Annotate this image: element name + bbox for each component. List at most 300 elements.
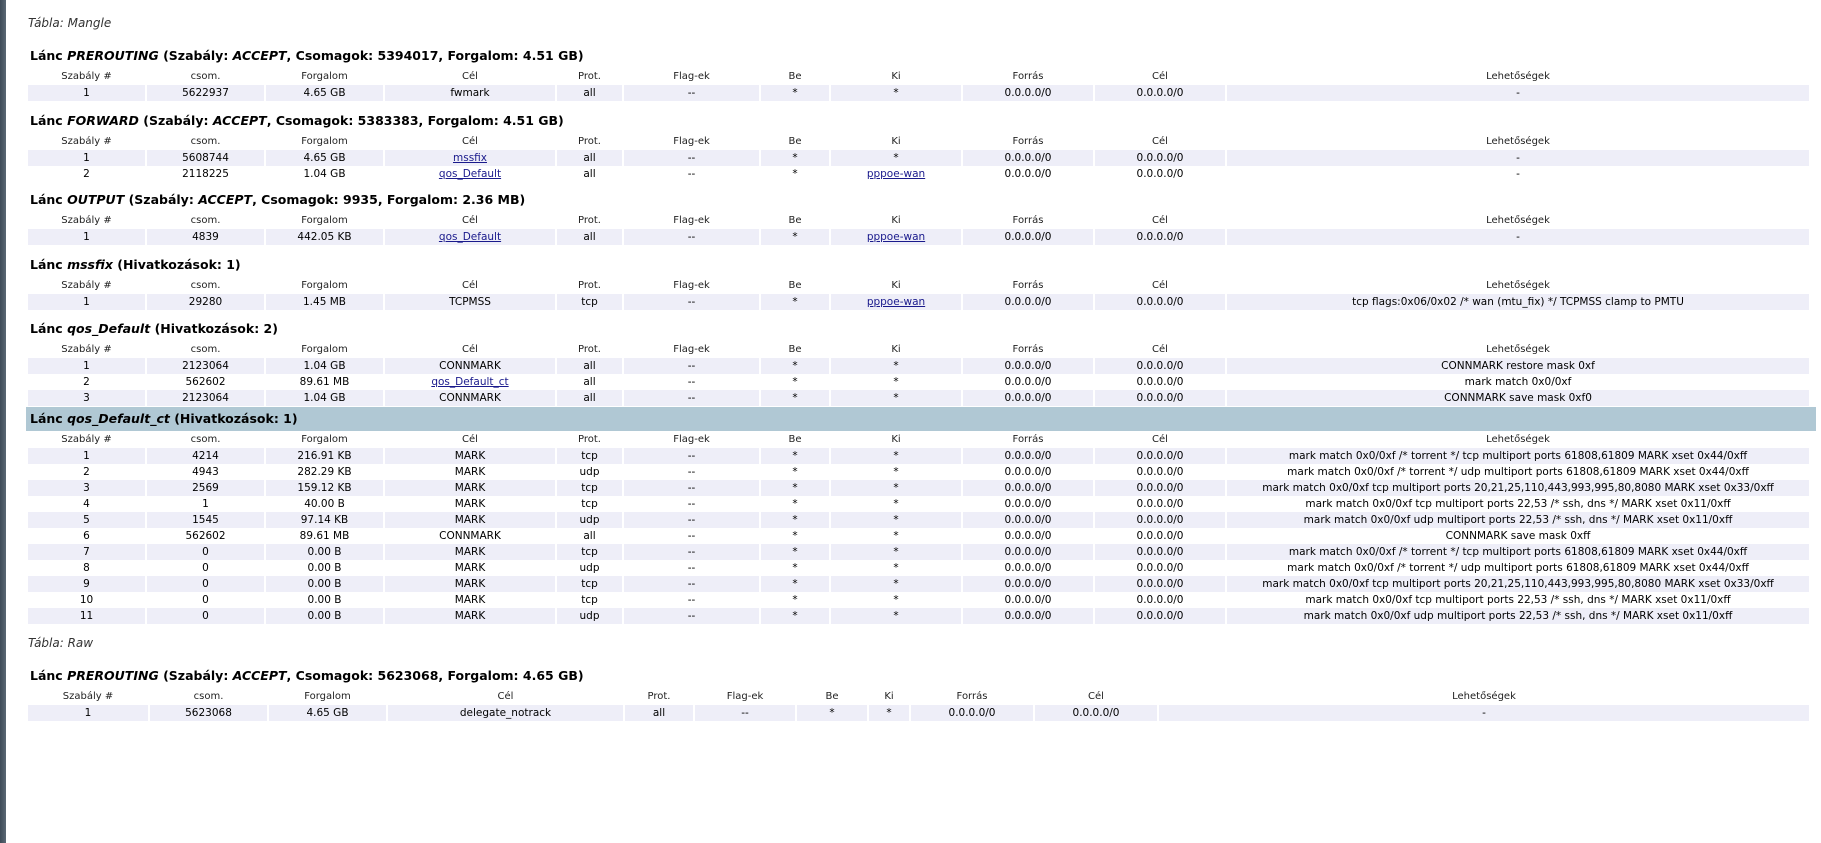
table-row: [28, 464, 1809, 480]
column-header: Be: [788, 280, 802, 291]
cell-dst: 0.0.0.0/0: [1095, 480, 1225, 496]
column-header: Prot.: [578, 136, 601, 147]
header-row: [28, 431, 1809, 448]
cell-dst: 0.0.0.0/0: [1095, 560, 1225, 576]
table-row: [28, 294, 1809, 310]
cell-out: *: [831, 528, 961, 544]
cell-n: 6: [28, 528, 145, 544]
cell-opts: mark match 0x0/0xf udp multiport ports 22,53 /* ssh, dns */ MARK xset 0x11/0xff: [1227, 512, 1809, 528]
column-header: Forgalom: [301, 136, 348, 147]
column-header: Be: [788, 136, 802, 147]
table-row: [28, 390, 1809, 406]
cell-bytes: 89.61 MB: [266, 374, 383, 390]
cell-opts: CONNMARK save mask 0xf0: [1227, 390, 1809, 406]
cell-src: 0.0.0.0/0: [963, 294, 1093, 310]
column-header: Be: [788, 434, 802, 445]
column-header: Cél: [462, 434, 478, 445]
cell-prot: all: [557, 166, 622, 182]
cell-bytes: 4.65 GB: [266, 150, 383, 166]
rules-table: [26, 431, 1811, 624]
cell-n: 8: [28, 560, 145, 576]
cell-pkts: 0: [147, 544, 264, 560]
cell-opts: -: [1227, 85, 1809, 101]
column-header: Szabály #: [62, 691, 114, 702]
column-header: Ki: [891, 344, 901, 355]
cell-n: 3: [28, 390, 145, 406]
column-header: Forrás: [1012, 280, 1044, 291]
cell-opts: mark match 0x0/0xf tcp multiport ports 22,53 /* ssh, dns */ MARK xset 0x11/0xff: [1227, 592, 1809, 608]
cell-target: MARK: [385, 576, 555, 592]
cell-bytes: 1.04 GB: [266, 166, 383, 182]
chain-title-prefix: Lánc: [30, 48, 63, 63]
cell-prot: all: [557, 374, 622, 390]
chain-info: (Hivatkozások: 2): [154, 321, 278, 336]
column-header: Prot.: [578, 71, 601, 82]
cell-target: CONNMARK: [385, 390, 555, 406]
cell-dst: 0.0.0.0/0: [1095, 464, 1225, 480]
cell-dst: 0.0.0.0/0: [1095, 592, 1225, 608]
chain-info-rest: , Csomagok: 5394017, Forgalom: 4.51 GB): [286, 48, 584, 63]
cell-dst: 0.0.0.0/0: [1095, 448, 1225, 464]
cell-dst: 0.0.0.0/0: [1095, 358, 1225, 374]
cell-in: *: [761, 464, 829, 480]
cell-opts: mark match 0x0/0xf /* torrent */ udp multiport ports 61808,61809 MARK xset 0x44/0xff: [1227, 464, 1809, 480]
cell-target: [385, 374, 555, 390]
cell-dst: 0.0.0.0/0: [1095, 85, 1225, 101]
cell-target: MARK: [385, 464, 555, 480]
cell-prot: udp: [557, 512, 622, 528]
cell-pkts: 0: [147, 576, 264, 592]
cell-src: 0.0.0.0/0: [963, 85, 1093, 101]
rules-table: [26, 341, 1811, 406]
cell-dst: 0.0.0.0/0: [1095, 576, 1225, 592]
column-header: Lehetőségek: [1486, 344, 1550, 355]
chain-title: [26, 188, 1816, 212]
column-header: Forrás: [1012, 71, 1044, 82]
rules-table: [26, 133, 1811, 182]
cell-bytes: 0.00 B: [266, 592, 383, 608]
cell-out: [831, 166, 961, 182]
chain-info-rest: , Csomagok: 5383383, Forgalom: 4.51 GB): [266, 113, 564, 128]
cell-n: 1: [28, 358, 145, 374]
chain-name: FORWARD: [67, 113, 139, 128]
cell-opts: -: [1227, 166, 1809, 182]
cell-src: 0.0.0.0/0: [963, 592, 1093, 608]
cell-out: *: [831, 374, 961, 390]
cell-in: *: [761, 512, 829, 528]
chain-title-prefix: Lánc: [30, 411, 63, 426]
column-header: Cél: [462, 71, 478, 82]
cell-out: *: [831, 464, 961, 480]
column-header: Flag-ek: [726, 691, 764, 702]
chain-info: (Hivatkozások: 1): [174, 411, 298, 426]
header-row: [28, 212, 1809, 229]
cell-src: 0.0.0.0/0: [963, 374, 1093, 390]
cell-bytes: 1.04 GB: [266, 358, 383, 374]
cell-in: *: [761, 150, 829, 166]
table-row: [28, 358, 1809, 374]
table-title: Tábla: Raw: [28, 636, 94, 650]
cell-in: *: [761, 544, 829, 560]
chain-policy: ACCEPT: [212, 113, 267, 128]
column-header: Forrás: [1012, 136, 1044, 147]
column-header: Ki: [891, 71, 901, 82]
cell-bytes: 1.45 MB: [266, 294, 383, 310]
chain-title-prefix: Lánc: [30, 192, 63, 207]
cell-dst: 0.0.0.0/0: [1095, 229, 1225, 245]
cell-pkts: 29280: [147, 294, 264, 310]
cell-n: 1: [28, 85, 145, 101]
column-header: Flag-ek: [673, 344, 710, 355]
column-header: Cél: [462, 280, 478, 291]
cell-in: *: [761, 166, 829, 182]
cell-target: MARK: [385, 512, 555, 528]
cell-src: 0.0.0.0/0: [963, 512, 1093, 528]
cell-src: 0.0.0.0/0: [963, 480, 1093, 496]
cell-dst: 0.0.0.0/0: [1095, 528, 1225, 544]
cell-bytes: 4.65 GB: [266, 85, 383, 101]
cell-bytes: 97.14 KB: [266, 512, 383, 528]
rules-table: [26, 68, 1811, 101]
chain-section: [26, 407, 1816, 624]
cell-flags: --: [624, 496, 759, 512]
chain-title: [26, 44, 1816, 68]
chain-name: PREROUTING: [67, 668, 159, 683]
column-header: Forgalom: [301, 344, 348, 355]
cell-out: *: [831, 496, 961, 512]
chain-section: [26, 44, 1816, 101]
cell-out: *: [831, 608, 961, 624]
table-row: [28, 705, 1809, 721]
cell-bytes: 159.12 KB: [266, 480, 383, 496]
cell-opts: mark match 0x0/0xf /* torrent */ tcp multiport ports 61808,61809 MARK xset 0x44/0xff: [1227, 448, 1809, 464]
cell-pkts: 5608744: [147, 150, 264, 166]
cell-target: MARK: [385, 544, 555, 560]
cell-n: 1: [28, 448, 145, 464]
cell-target: CONNMARK: [385, 358, 555, 374]
cell-flags: --: [624, 544, 759, 560]
cell-target: MARK: [385, 608, 555, 624]
cell-out: *: [831, 512, 961, 528]
cell-flags: --: [624, 480, 759, 496]
cell-in: *: [761, 576, 829, 592]
column-header: Szabály #: [61, 136, 112, 147]
column-header: Flag-ek: [673, 280, 710, 291]
cell-out: *: [831, 150, 961, 166]
rules-table: [26, 277, 1811, 310]
chain-title: [26, 317, 1816, 341]
cell-opts: CONNMARK save mask 0xff: [1227, 528, 1809, 544]
cell-prot: all: [557, 358, 622, 374]
interface-link[interactable]: pppoe-wan: [866, 231, 926, 243]
header-row: [28, 688, 1809, 705]
chain-section: [26, 253, 1816, 310]
column-header: Be: [825, 691, 839, 702]
column-header: Ki: [891, 280, 901, 291]
cell-pkts: 1: [147, 496, 264, 512]
chain-policy: ACCEPT: [232, 668, 287, 683]
cell-bytes: 0.00 B: [266, 544, 383, 560]
cell-in: *: [761, 480, 829, 496]
column-header: Forrás: [1012, 215, 1044, 226]
cell-pkts: 2123064: [147, 390, 264, 406]
cell-in: *: [761, 608, 829, 624]
cell-pkts: 0: [147, 560, 264, 576]
cell-flags: --: [624, 560, 759, 576]
cell-out: *: [831, 480, 961, 496]
cell-prot: tcp: [557, 576, 622, 592]
cell-flags: --: [624, 464, 759, 480]
column-header: Szabály #: [61, 215, 112, 226]
cell-in: *: [761, 528, 829, 544]
cell-out: *: [831, 592, 961, 608]
cell-flags: --: [624, 374, 759, 390]
column-header: Prot.: [578, 280, 601, 291]
cell-prot: tcp: [557, 294, 622, 310]
column-header: Cél: [1152, 344, 1168, 355]
cell-prot: all: [557, 85, 622, 101]
cell-bytes: 282.29 KB: [266, 464, 383, 480]
cell-n: 9: [28, 576, 145, 592]
cell-n: 4: [28, 496, 145, 512]
chain-info-rest: , Csomagok: 9935, Forgalom: 2.36 MB): [252, 192, 526, 207]
cell-flags: --: [624, 592, 759, 608]
cell-out: *: [831, 390, 961, 406]
chain-name: PREROUTING: [67, 48, 159, 63]
cell-pkts: 5622937: [147, 85, 264, 101]
column-header: Prot.: [578, 215, 601, 226]
column-header: Cél: [497, 691, 514, 702]
cell-flags: --: [624, 576, 759, 592]
column-header: Ki: [884, 691, 894, 702]
column-header: csom.: [193, 691, 224, 702]
table-row: [28, 512, 1809, 528]
cell-dst: 0.0.0.0/0: [1095, 390, 1225, 406]
cell-target: delegate_notrack: [388, 705, 623, 721]
column-header: Ki: [891, 136, 901, 147]
column-header: Lehetőségek: [1486, 215, 1550, 226]
column-header: Forgalom: [301, 215, 348, 226]
cell-src: 0.0.0.0/0: [963, 560, 1093, 576]
column-header: Prot.: [578, 344, 601, 355]
table-row: [28, 528, 1809, 544]
chain-info: (Hivatkozások: 1): [117, 257, 241, 272]
column-header: Szabály #: [61, 344, 112, 355]
cell-out: *: [831, 544, 961, 560]
cell-bytes: 1.04 GB: [266, 390, 383, 406]
column-header: Forgalom: [301, 434, 348, 445]
cell-n: 2: [28, 166, 145, 182]
column-header: Prot.: [647, 691, 671, 702]
column-header: Cél: [1152, 136, 1168, 147]
cell-in: *: [761, 560, 829, 576]
column-header: Cél: [462, 136, 478, 147]
cell-prot: udp: [557, 560, 622, 576]
cell-opts: -: [1159, 705, 1809, 721]
cell-opts: mark match 0x0/0xf udp multiport ports 22,53 /* ssh, dns */ MARK xset 0x11/0xff: [1227, 608, 1809, 624]
table-row: [28, 608, 1809, 624]
target-chain-link[interactable]: qos_Default: [438, 168, 502, 180]
column-header: csom.: [190, 344, 221, 355]
cell-prot: all: [625, 705, 693, 721]
cell-src: 0.0.0.0/0: [911, 705, 1033, 721]
cell-n: 10: [28, 592, 145, 608]
cell-opts: -: [1227, 150, 1809, 166]
chain-name: qos_Default: [67, 321, 151, 336]
cell-target: MARK: [385, 480, 555, 496]
rules-table: [26, 688, 1811, 721]
target-chain-link[interactable]: qos_Default_ct: [431, 376, 509, 388]
chain-section: [26, 109, 1816, 182]
chain-info: (Szabály:: [143, 113, 213, 128]
cell-target: CONNMARK: [385, 528, 555, 544]
cell-dst: 0.0.0.0/0: [1095, 512, 1225, 528]
column-header: Lehetőségek: [1452, 691, 1516, 702]
column-header: Forgalom: [304, 691, 351, 702]
cell-target: TCPMSS: [385, 294, 555, 310]
chain-title: [26, 407, 1816, 431]
cell-flags: --: [624, 229, 759, 245]
cell-flags: --: [624, 150, 759, 166]
column-header: csom.: [190, 215, 221, 226]
chain-name: mssfix: [67, 257, 113, 272]
cell-src: 0.0.0.0/0: [963, 528, 1093, 544]
cell-n: 1: [28, 705, 148, 721]
cell-dst: 0.0.0.0/0: [1095, 608, 1225, 624]
cell-out: *: [831, 448, 961, 464]
column-header: csom.: [190, 136, 221, 147]
cell-src: 0.0.0.0/0: [963, 496, 1093, 512]
target-chain-link[interactable]: mssfix: [453, 152, 487, 164]
rules-table: [26, 212, 1811, 245]
column-header: Szabály #: [61, 280, 112, 291]
table-row: [28, 374, 1809, 390]
cell-in: *: [761, 85, 829, 101]
table-row: [28, 85, 1809, 101]
chain-info: (Szabály:: [163, 48, 233, 63]
cell-src: 0.0.0.0/0: [963, 229, 1093, 245]
cell-pkts: 2118225: [147, 166, 264, 182]
cell-bytes: 4.65 GB: [269, 705, 386, 721]
column-header: Flag-ek: [673, 136, 710, 147]
column-header: Forrás: [956, 691, 988, 702]
cell-dst: 0.0.0.0/0: [1095, 496, 1225, 512]
cell-out: *: [831, 85, 961, 101]
cell-pkts: 2123064: [147, 358, 264, 374]
cell-in: *: [761, 390, 829, 406]
cell-prot: all: [557, 390, 622, 406]
chain-title: [26, 253, 1816, 277]
cell-opts: mark match 0x0/0xf tcp multiport ports 20,21,25,110,443,993,995,80,8080 MARK xset 0x33/0xff: [1227, 576, 1809, 592]
column-header: Flag-ek: [673, 71, 710, 82]
table-row: [28, 576, 1809, 592]
interface-link[interactable]: pppoe-wan: [866, 296, 926, 308]
cell-dst: 0.0.0.0/0: [1095, 374, 1225, 390]
cell-pkts: 0: [147, 608, 264, 624]
cell-src: 0.0.0.0/0: [963, 150, 1093, 166]
cell-flags: --: [624, 166, 759, 182]
cell-dst: 0.0.0.0/0: [1095, 166, 1225, 182]
cell-flags: --: [624, 448, 759, 464]
header-row: [28, 341, 1809, 358]
cell-bytes: 40.00 B: [266, 496, 383, 512]
column-header: Forgalom: [301, 71, 348, 82]
cell-src: 0.0.0.0/0: [963, 544, 1093, 560]
cell-in: *: [761, 294, 829, 310]
cell-target: MARK: [385, 592, 555, 608]
cell-in: *: [761, 448, 829, 464]
cell-pkts: 5623068: [150, 705, 267, 721]
cell-src: 0.0.0.0/0: [963, 608, 1093, 624]
cell-src: 0.0.0.0/0: [963, 166, 1093, 182]
cell-in: *: [761, 358, 829, 374]
cell-target: MARK: [385, 560, 555, 576]
cell-src: 0.0.0.0/0: [963, 576, 1093, 592]
cell-prot: all: [557, 229, 622, 245]
cell-pkts: 1545: [147, 512, 264, 528]
chain-title-prefix: Lánc: [30, 321, 63, 336]
cell-pkts: 4214: [147, 448, 264, 464]
sidebar-edge: [0, 0, 6, 843]
cell-flags: --: [624, 358, 759, 374]
chain-title-prefix: Lánc: [30, 113, 63, 128]
column-header: Be: [788, 344, 802, 355]
cell-out: *: [831, 560, 961, 576]
cell-n: 11: [28, 608, 145, 624]
cell-src: 0.0.0.0/0: [963, 448, 1093, 464]
cell-pkts: 0: [147, 592, 264, 608]
cell-opts: mark match 0x0/0xf /* torrent */ tcp multiport ports 61808,61809 MARK xset 0x44/0xff: [1227, 544, 1809, 560]
cell-prot: all: [557, 528, 622, 544]
cell-in: *: [797, 705, 867, 721]
cell-opts: mark match 0x0/0xf: [1227, 374, 1809, 390]
chain-name: qos_Default_ct: [67, 411, 170, 426]
header-row: [28, 68, 1809, 85]
column-header: csom.: [190, 280, 221, 291]
cell-flags: --: [695, 705, 795, 721]
column-header: Lehetőségek: [1486, 71, 1550, 82]
cell-in: *: [761, 496, 829, 512]
cell-opts: tcp flags:0x06/0x02 /* wan (mtu_fix) */ TCPMSS clamp to PMTU: [1227, 294, 1809, 310]
cell-bytes: 0.00 B: [266, 576, 383, 592]
table-row: [28, 544, 1809, 560]
table-row: [28, 560, 1809, 576]
column-header: Szabály #: [61, 434, 112, 445]
column-header: Be: [788, 71, 802, 82]
cell-bytes: 442.05 KB: [266, 229, 383, 245]
column-header: Cél: [1088, 691, 1104, 702]
column-header: Cél: [462, 215, 478, 226]
column-header: csom.: [190, 71, 221, 82]
cell-prot: tcp: [557, 480, 622, 496]
cell-n: 1: [28, 150, 145, 166]
cell-n: 2: [28, 374, 145, 390]
cell-prot: all: [557, 150, 622, 166]
column-header: Flag-ek: [673, 215, 710, 226]
cell-out: [831, 294, 961, 310]
column-header: Lehetőségek: [1486, 434, 1550, 445]
cell-in: *: [761, 592, 829, 608]
cell-n: 2: [28, 464, 145, 480]
cell-in: *: [761, 374, 829, 390]
cell-out: [831, 229, 961, 245]
cell-n: 1: [28, 229, 145, 245]
cell-flags: --: [624, 390, 759, 406]
cell-target: MARK: [385, 448, 555, 464]
target-chain-link[interactable]: qos_Default: [438, 231, 502, 243]
table-row: [28, 496, 1809, 512]
interface-link[interactable]: pppoe-wan: [866, 168, 926, 180]
